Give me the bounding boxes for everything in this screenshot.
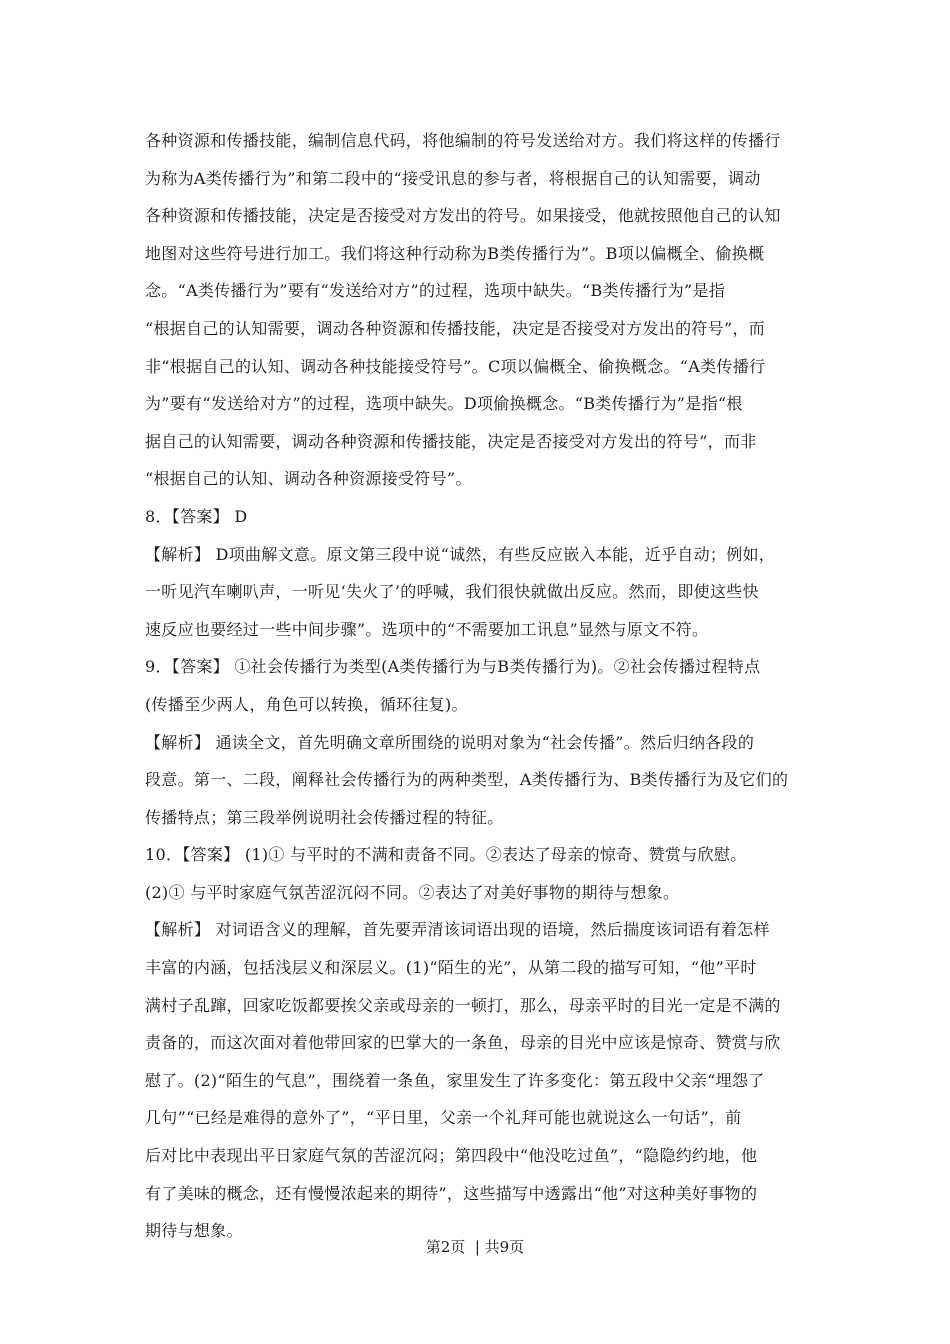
text-line: 地图对这些符号进行加工。我们将这种行动称为B类传播行为”。B项以偏概全、偷换概 — [145, 243, 765, 263]
text-line: 传播特点；第三段举例说明社会传播过程的特征。 — [145, 807, 504, 827]
text-line: “根据自己的认知需要，调动各种资源和传播技能，决定是否接受对方发出的符号”，而 — [145, 318, 766, 338]
text-line: (2)① 与平时家庭气氛苦涩沉闷不同。②表达了对美好事物的期待与想象。 — [145, 882, 680, 902]
text-line: (传播至少两人，角色可以转换，循环往复)。 — [145, 694, 468, 714]
text-line: 据自己的认知需要，调动各种资源和传播技能，决定是否接受对方发出的符号”，而非 — [145, 431, 757, 451]
text-line: 10．【答案】 (1)① 与平时的不满和责备不同。②表达了母亲的惊奇、赞赏与欣慰。 — [145, 845, 747, 865]
text-line: 【解析】 对词语含义的理解，首先要弄清该词语出现的语境，然后揣度该词语有着怎样 — [145, 920, 770, 940]
text-line: 一听见汽车喇叭声，一听见‘失火了’的呼喊，我们很快就做出反应。然而，即使这些快 — [145, 582, 759, 602]
text-line: 责备的，而这次面对着他带回家的巴掌大的一条鱼，母亲的目光中应该是惊奇、赞赏与欣 — [145, 1033, 781, 1053]
text-line: 各种资源和传播技能，决定是否接受对方发出的符号。如果接受，他就按照他自己的认知 — [145, 206, 781, 226]
text-line: 速反应也要经过一些中间步骤”。选项中的“不需要加工讯息”显然与原文不符。 — [145, 619, 709, 639]
text-line: 满村子乱蹿，回家吃饭都要挨父亲或母亲的一顿打，那么，母亲平时的目光一定是不满的 — [145, 995, 781, 1015]
text-line: 【解析】 D项曲解文意。原文第三段中说“诚然，有些反应嵌入本能，近乎自动；例如， — [145, 544, 776, 564]
text-line: 丰富的内涵，包括浅层义和深层义。(1)“陌生的光”，从第二段的描写可知，“他”平时 — [145, 958, 757, 978]
text-line: 为”要有“发送给对方”的过程，选项中缺失。D项偷换概念。“B类传播行为”是指“根 — [145, 394, 743, 414]
text-line: 为称为A类传播行为”和第二段中的“接受讯息的参与者，将根据自己的认知需要，调动 — [145, 168, 761, 188]
text-line: 有了美味的概念，还有慢慢浓起来的期待”，这些描写中透露出“他”对这种美好事物的 — [145, 1183, 758, 1203]
document-body — [145, 122, 810, 1250]
text-line: “根据自己的认知、调动各种资源接受符号”。 — [145, 469, 472, 489]
text-line: 念。“A类传播行为”要有“发送给对方”的过程，选项中缺失。“B类传播行为”是指 — [145, 281, 726, 301]
text-line: 几句”“已经是难得的意外了”，“平日里，父亲一个礼拜可能也就说这么一句话”，前 — [145, 1108, 742, 1128]
text-line: 【解析】 通读全文，首先明确文章所围绕的说明对象为“社会传播”。然后归纳各段的 — [145, 732, 755, 752]
text-line: 非“根据自己的认知、调动各种技能接受符号”。C项以偏概全、偷换概念。“A类传播行 — [145, 356, 766, 376]
page-footer: 第2页 | 共9页 — [425, 1238, 525, 1256]
text-line: 段意。第一、二段，阐释社会传播行为的两种类型，A类传播行为、B类传播行为及它们的 — [145, 770, 789, 790]
text-line: 慰了。(2)“陌生的气息”，围绕着一条鱼，家里发生了许多变化：第五段中父亲“埋怨了 — [145, 1070, 765, 1090]
text-line: 后对比中表现出平日家庭气氛的苦涩沉闷；第四段中“他没吃过鱼”，“隐隐约约地，他 — [145, 1146, 758, 1166]
text-line: 8．【答案】 D — [145, 506, 248, 526]
text-line: 9．【答案】 ①社会传播行为类型(A类传播行为与B类传播行为)。②社会传播过程特点 — [145, 657, 761, 677]
text-line: 期待与想象。 — [145, 1221, 243, 1241]
text-line: 各种资源和传播技能，编制信息代码，将他编制的符号发送给对方。我们将这样的传播行 — [145, 131, 781, 150]
